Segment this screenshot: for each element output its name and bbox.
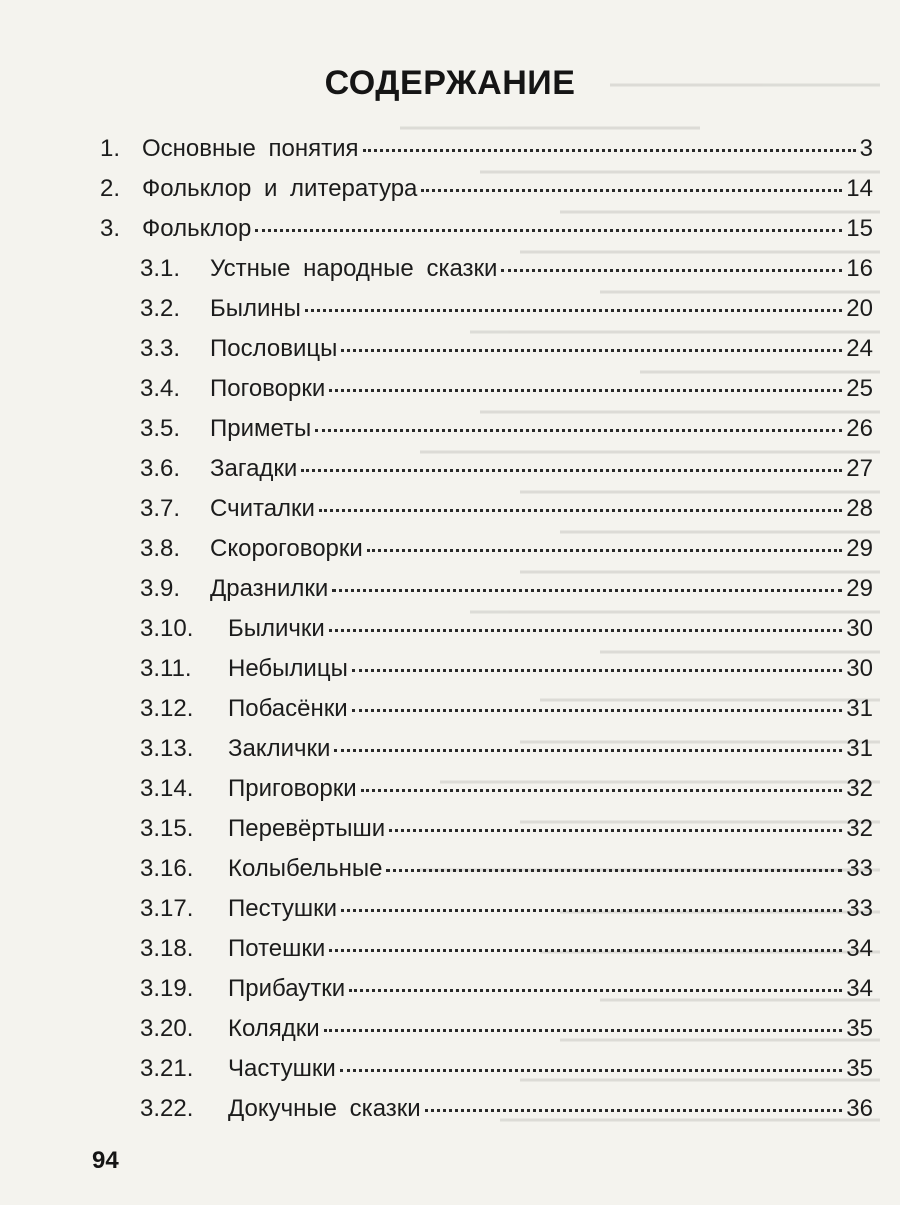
page-number: 94 [92, 1147, 119, 1174]
toc-entry-page: 35 [846, 1055, 873, 1082]
toc-entry-label: Скороговорки [210, 535, 363, 562]
toc-entry-label: Заклички [228, 735, 331, 762]
dot-leader [315, 421, 842, 432]
toc-entry-page: 33 [846, 895, 873, 922]
toc-entry-number: 3.7. [140, 495, 181, 522]
dot-leader [352, 661, 842, 672]
dot-leader [501, 261, 842, 272]
toc-entry-label: Фольклор и литература [142, 175, 418, 202]
toc-entry-number: 3.14. [140, 775, 194, 802]
toc-entry-number: 3.16. [140, 855, 194, 882]
toc-entry-label: Основные понятия [142, 135, 359, 162]
toc-entry [140, 570, 873, 608]
toc-entry [140, 930, 873, 968]
dot-leader [334, 741, 842, 752]
toc-entry-number: 3.15. [140, 815, 194, 842]
toc-entry [140, 250, 873, 288]
dot-leader [329, 941, 842, 952]
toc-entry [140, 690, 873, 728]
toc-entry [140, 610, 873, 648]
toc-entry-label: Колядки [228, 1015, 320, 1042]
dot-leader [329, 381, 842, 392]
toc-entry-label: Поговорки [210, 375, 326, 402]
toc-entry-number: 3.10. [140, 615, 194, 642]
toc-entry-page: 34 [846, 975, 873, 1002]
toc-entry-page: 20 [846, 295, 873, 322]
toc-entry [140, 410, 873, 448]
toc-entry-label: Колыбельные [228, 855, 383, 882]
toc-entry-label: Былины [210, 295, 301, 322]
dot-leader [352, 701, 843, 712]
dot-leader [386, 861, 842, 872]
toc-entry-label: Устные народные сказки [210, 255, 498, 282]
toc-entry-label: Побасёнки [228, 695, 348, 722]
toc-entry-number: 2. [100, 175, 121, 202]
toc-entry-number: 3.18. [140, 935, 194, 962]
toc-entry-number: 3.21. [140, 1055, 194, 1082]
toc-entry-label: Дразнилки [210, 575, 329, 602]
toc-entry [140, 650, 873, 688]
toc-entry [140, 450, 873, 488]
toc-entry-label: Потешки [228, 935, 326, 962]
dot-leader [329, 621, 842, 632]
toc-entry-label: Загадки [210, 455, 298, 482]
toc-entry-label: Фольклор [142, 215, 252, 242]
toc-entry-page: 34 [846, 935, 873, 962]
dot-leader [305, 301, 842, 312]
dot-leader [425, 1101, 843, 1112]
toc-entry-page: 29 [846, 535, 873, 562]
toc-entry [140, 810, 873, 848]
toc-entry-page: 14 [846, 175, 873, 202]
dot-leader [319, 501, 842, 512]
toc-entry-label: Считалки [210, 495, 315, 522]
toc-entry-page: 16 [846, 255, 873, 282]
toc-entry-number: 3.8. [140, 535, 181, 562]
toc-entry-page: 31 [846, 695, 873, 722]
toc-entry-number: 3.2. [140, 295, 181, 322]
toc-entry-label: Небылицы [228, 655, 348, 682]
dot-leader [332, 581, 842, 592]
toc-entry-label: Былички [228, 615, 325, 642]
toc-entry [140, 730, 873, 768]
toc-entry-number: 3.20. [140, 1015, 194, 1042]
dot-leader [367, 541, 842, 552]
toc-entry-label: Пестушки [228, 895, 338, 922]
dot-leader [301, 461, 842, 472]
toc-entry-page: 31 [846, 735, 873, 762]
toc-entry-label: Приметы [210, 415, 312, 442]
toc-entry [140, 770, 873, 808]
toc-entry-number: 3.3. [140, 335, 181, 362]
toc-entry [140, 1090, 873, 1128]
dot-leader [421, 181, 842, 192]
toc-entry-label: Частушки [228, 1055, 336, 1082]
toc-entry-number: 3.5. [140, 415, 181, 442]
toc-entry-label: Приговорки [228, 775, 357, 802]
toc-entry-page: 36 [846, 1095, 873, 1122]
toc-entry-page: 24 [846, 335, 873, 362]
toc-entry-number: 3.4. [140, 375, 181, 402]
dot-leader [341, 901, 842, 912]
toc-entry [140, 330, 873, 368]
dot-leader [349, 981, 842, 992]
toc-entry [100, 210, 873, 248]
toc-entry-number: 3.19. [140, 975, 194, 1002]
dot-leader [389, 821, 842, 832]
toc-entry-number: 3.1. [140, 255, 181, 282]
dot-leader [341, 341, 842, 352]
page-title: СОДЕРЖАНИЕ [324, 64, 576, 102]
toc-entry [140, 850, 873, 888]
toc-entry-number: 3.22. [140, 1095, 194, 1122]
toc-entry-page: 33 [846, 855, 873, 882]
toc-entry-page: 30 [846, 615, 873, 642]
toc-entry-number: 1. [100, 135, 121, 162]
toc-entry-number: 3.6. [140, 455, 181, 482]
toc-entry-number: 3.9. [140, 575, 181, 602]
toc-entry-page: 28 [846, 495, 873, 522]
dot-leader [363, 141, 856, 152]
dot-leader [361, 781, 843, 792]
toc-entry [140, 1010, 873, 1048]
toc-entry-number: 3.17. [140, 895, 194, 922]
dot-leader [324, 1021, 843, 1032]
toc-entry [140, 490, 873, 528]
toc-entry-page: 29 [846, 575, 873, 602]
toc-entry [140, 370, 873, 408]
toc-entry-number: 3.11. [140, 655, 192, 682]
toc-entry-number: 3.12. [140, 695, 194, 722]
toc-entry-label: Докучные сказки [228, 1095, 421, 1122]
toc-entry-page: 25 [846, 375, 873, 402]
toc-entry-page: 32 [846, 775, 873, 802]
toc-entry-page: 15 [846, 215, 873, 242]
toc-entry [100, 130, 873, 168]
toc-entry-page: 3 [859, 135, 873, 162]
toc-entry-page: 26 [846, 415, 873, 442]
toc-entry-page: 30 [846, 655, 873, 682]
dot-leader [340, 1061, 843, 1072]
toc-entry-label: Пословицы [210, 335, 338, 362]
toc-entry [140, 290, 873, 328]
toc-entry [100, 170, 873, 208]
toc-entry-label: Прибаутки [228, 975, 346, 1002]
toc-entry [140, 890, 873, 928]
toc-entry [140, 530, 873, 568]
toc-entry [140, 1050, 873, 1088]
toc-entry [140, 970, 873, 1008]
dot-leader [255, 221, 842, 232]
toc-entry-number: 3. [100, 215, 121, 242]
toc-entry-label: Перевёртыши [228, 815, 386, 842]
toc-entry-page: 32 [846, 815, 873, 842]
toc-entry-page: 27 [846, 455, 873, 482]
toc-entry-page: 35 [846, 1015, 873, 1042]
toc-entry-number: 3.13. [140, 735, 194, 762]
